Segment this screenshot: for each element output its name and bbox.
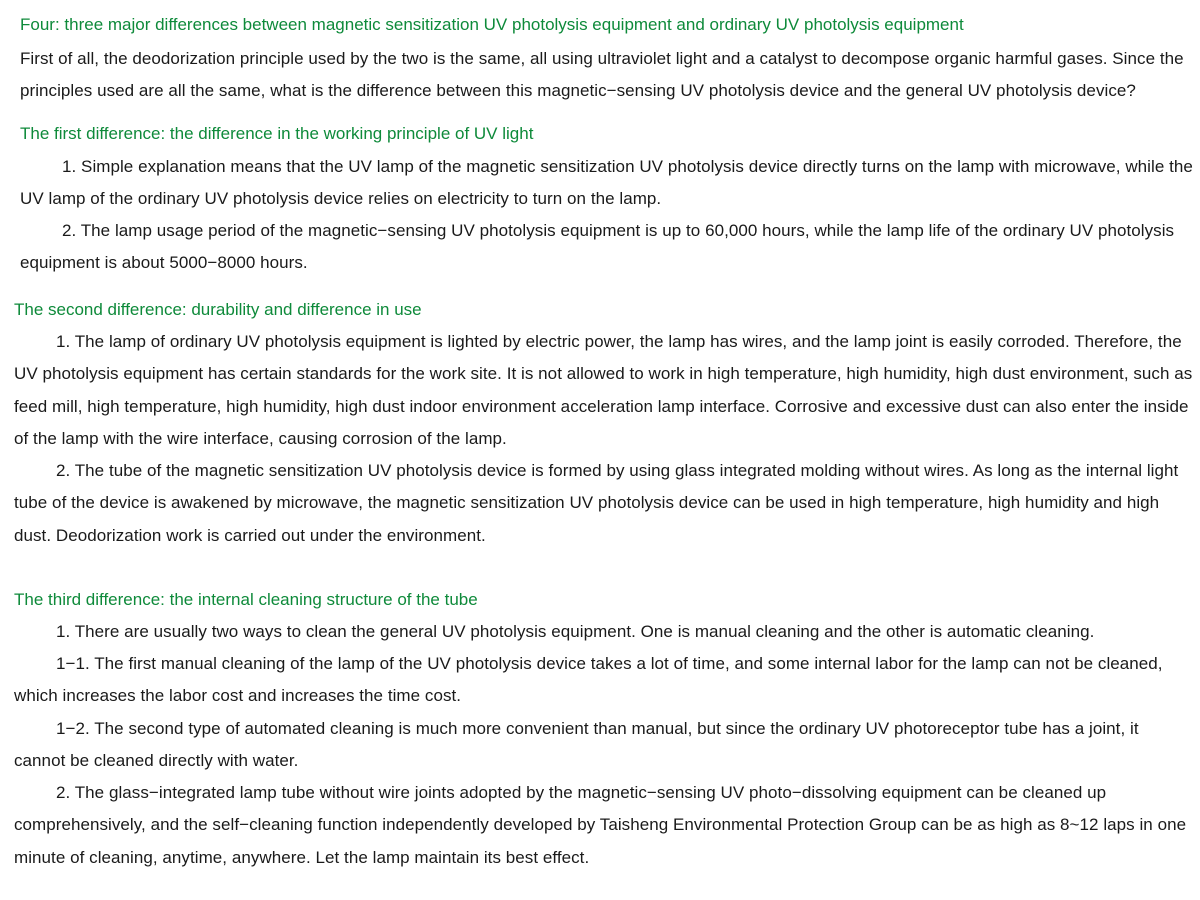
intro-paragraph: First of all, the deodorization principle used by the two is the same, all using ultraviolet light and a catalyst to decompose organic harmful gases. Since the principles used are all the same, what is the difference between this magnetic−sensing UV photolysis device and the general UV photolysis device? bbox=[20, 49, 1184, 101]
third-difference-point-1-2: 1−2. The second type of automated cleaning is much more convenient than manual, but since the ordinary UV photoreceptor tube has a joint, it cannot be cleaned directly with water. bbox=[14, 719, 1139, 771]
third-difference-point-2: 2. The glass−integrated lamp tube without wire joints adopted by the magnetic−sensing UV photo−dissolving equipment can be cleaned up comprehensively, and the self−cleaning function independently developed by Taisheng Environmental Protection Group can be as high as 8~12 laps in one minute of cleaning, anytime, anywhere. Let the lamp maintain its best effect. bbox=[14, 783, 1187, 867]
second-difference-point-2: 2. The tube of the magnetic sensitization UV photolysis device is formed by using glass integrated molding without wires. As long as the internal light tube of the device is awakened by microwave, the magnetic sensitization UV photolysis device can be used in high temperature, high humidity and high dust. Deodorization work is carried out under the environment. bbox=[14, 461, 1179, 545]
first-difference-point-1: 1. Simple explanation means that the UV lamp of the magnetic sensitization UV photolysis device directly turns on the lamp with microwave, while the UV lamp of the ordinary UV photolysis device relies on electricity to turn on the lamp. bbox=[20, 157, 1193, 209]
section-heading-four: Four: three major differences between magnetic sensitization UV photolysis equipment and ordinary UV photolysis equipment bbox=[20, 15, 964, 34]
third-difference-point-1-1: 1−1. The first manual cleaning of the lamp of the UV photolysis device takes a lot of time, and some internal labor for the lamp can not be cleaned, which increases the labor cost and increases the time cost. bbox=[14, 654, 1163, 706]
first-difference-heading: The first difference: the difference in the working principle of UV light bbox=[20, 124, 534, 143]
third-difference-point-1: 1. There are usually two ways to clean the general UV photolysis equipment. One is manual cleaning and the other is automatic cleaning. bbox=[56, 622, 1095, 641]
second-difference-heading: The second difference: durability and difference in use bbox=[14, 300, 422, 319]
first-difference-point-2: 2. The lamp usage period of the magnetic−sensing UV photolysis equipment is up to 60,000 hours, while the lamp life of the ordinary UV photolysis equipment is about 5000−8000 hours. bbox=[20, 221, 1175, 273]
second-difference-point-1: 1. The lamp of ordinary UV photolysis equipment is lighted by electric power, the lamp has wires, and the lamp joint is easily corroded. Therefore, the UV photolysis equipment has certain standards for the work site. It is not allowed to work in high temperature, high humidity, high dust environment, such as feed mill, high temperature, high humidity, high dust indoor environment acceleration lamp interface. Corrosive and excessive dust can also enter the inside of the lamp with the wire interface, causing corrosion of the lamp. bbox=[14, 332, 1193, 448]
third-difference-heading: The third difference: the internal cleaning structure of the tube bbox=[14, 590, 478, 609]
